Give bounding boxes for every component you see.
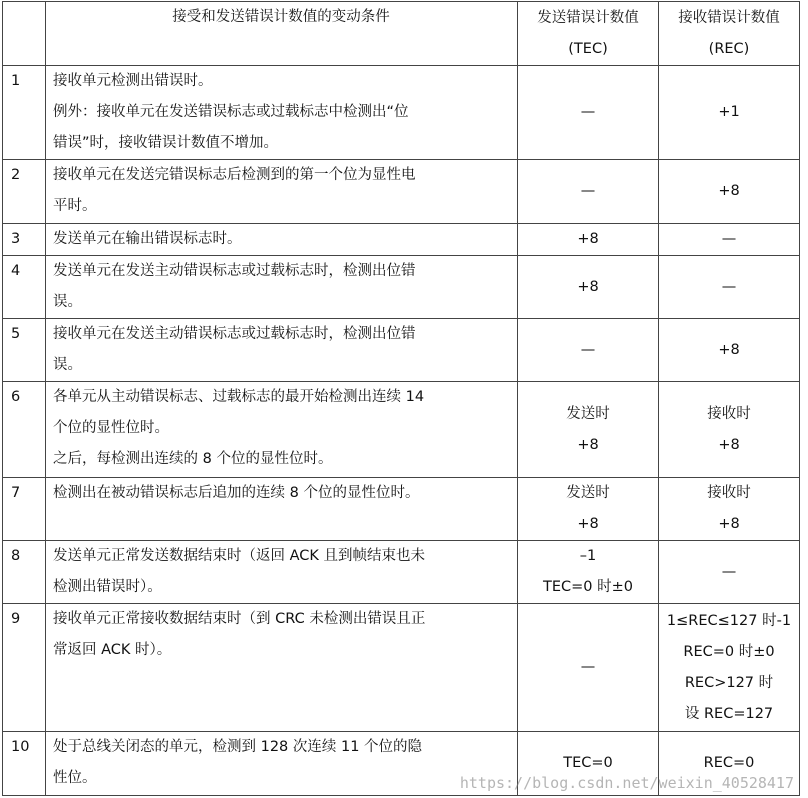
rec-value-line: REC>127 时 — [684, 674, 774, 691]
row-number-cell: 6 — [3, 382, 46, 478]
row-rec-cell — [659, 541, 800, 604]
table-row — [3, 541, 800, 604]
row-number-cell: 3 — [3, 224, 46, 256]
tec-value-line: — — [580, 341, 596, 358]
rec-value-line: REC=0 — [703, 755, 755, 771]
table-row — [3, 160, 800, 224]
rec-value-line: REC=0 时±0 — [683, 643, 775, 660]
condition-line: 检测出在被动错误标志后追加的连续 8 个位的显性位时。 — [53, 485, 420, 501]
table-row — [3, 256, 800, 319]
row-rec-cell — [659, 224, 800, 256]
row-number-cell: 10 — [3, 732, 46, 796]
rec-value-line: 1≤REC≤127 时-1 — [666, 612, 792, 629]
table-row — [3, 604, 800, 732]
tec-value-line: +8 — [577, 278, 599, 295]
rec-value-line: +8 — [718, 341, 740, 358]
condition-line: 各单元从主动错误标志、过载标志的最开始检测出连续 14 — [53, 389, 425, 405]
condition-line: 个位的显性位时。 — [53, 420, 169, 436]
row-tec-cell — [518, 160, 659, 224]
row-tec-cell — [518, 66, 659, 160]
table-row — [3, 319, 800, 382]
rec-value-line: — — [721, 278, 737, 295]
condition-line: 接收单元正常接收数据结束时（到 CRC 未检测出错误且正 — [53, 611, 426, 627]
table-row — [3, 478, 800, 541]
rec-value-line: +1 — [718, 104, 740, 120]
rec-value-line: 接收时 — [707, 485, 751, 501]
row-tec-cell — [518, 224, 659, 256]
row-tec-cell — [518, 382, 659, 478]
tec-value-line: — — [580, 104, 596, 120]
tec-value-line: –1 — [579, 548, 597, 564]
condition-line: 常返回 ACK 时）。 — [53, 642, 172, 658]
row-tec-cell — [518, 256, 659, 319]
row-condition-cell — [46, 160, 518, 224]
row-number-cell: 4 — [3, 256, 46, 319]
row-condition-cell — [46, 256, 518, 319]
condition-line: 发送单元在输出错误标志时。 — [53, 231, 242, 247]
header-number-cell — [3, 2, 46, 66]
row-rec-cell — [659, 478, 800, 541]
rec-value-line: +8 — [718, 516, 740, 532]
error-counter-table — [2, 1, 800, 796]
condition-line: 接收单元在发送完错误标志后检测到的第一个位为显性电 — [53, 167, 416, 183]
header-condition-text: 接受和发送错误计数值的变动条件 — [172, 9, 390, 25]
condition-line: 处于总线关闭态的单元，检测到 128 次连续 11 个位的隐 — [53, 739, 423, 755]
header-condition-cell — [46, 2, 518, 66]
row-number-cell: 1 — [3, 66, 46, 160]
rec-value-line: — — [721, 231, 737, 247]
header-rec-cell — [659, 2, 800, 66]
tec-value-line: — — [580, 183, 596, 199]
row-condition-cell — [46, 478, 518, 541]
rec-value-line: +8 — [718, 436, 740, 453]
condition-line: 例外：接收单元在发送错误标志或过载标志中检测出“位 — [53, 104, 409, 120]
tec-value-line: TEC=0 时±0 — [542, 579, 633, 595]
condition-line: 接收单元在发送主动错误标志或过载标志时，检测出位错 — [53, 326, 416, 342]
row-tec-cell — [518, 478, 659, 541]
header-rec-line: 接收错误计数值 — [678, 9, 780, 26]
condition-line: 误。 — [53, 357, 82, 373]
row-tec-cell — [518, 319, 659, 382]
row-condition-cell — [46, 732, 518, 796]
condition-line: 误。 — [53, 294, 82, 310]
row-rec-cell — [659, 604, 800, 732]
table-header-row — [3, 2, 800, 66]
rec-value-line: — — [721, 563, 737, 580]
condition-line: 发送单元正常发送数据结束时（返回 ACK 且到帧结束也未 — [53, 548, 426, 564]
header-rec-line: (REC) — [708, 40, 750, 57]
row-rec-cell — [659, 66, 800, 160]
row-rec-cell — [659, 382, 800, 478]
row-condition-cell — [46, 541, 518, 604]
row-rec-cell — [659, 256, 800, 319]
tec-value-line: +8 — [577, 436, 599, 453]
condition-line: 发送单元在发送主动错误标志或过载标志时，检测出位错 — [53, 263, 416, 279]
row-rec-cell — [659, 319, 800, 382]
row-number-cell: 9 — [3, 604, 46, 732]
row-condition-cell — [46, 319, 518, 382]
watermark-text: https://blog.csdn.net/weixin_40528417 — [459, 774, 794, 792]
tec-value-line: +8 — [577, 516, 599, 532]
tec-value-line: — — [580, 659, 596, 675]
row-condition-cell — [46, 382, 518, 478]
row-condition-cell — [46, 66, 518, 160]
row-number-cell: 5 — [3, 319, 46, 382]
header-tec-line: 发送错误计数值 — [537, 9, 639, 26]
tec-value-line: 发送时 — [566, 485, 610, 501]
table-row — [3, 224, 800, 256]
tec-value-line: TEC=0 — [563, 755, 613, 771]
row-number-cell: 2 — [3, 160, 46, 224]
rec-value-line: +8 — [718, 183, 740, 199]
condition-line: 之后，每检测出连续的 8 个位的显性位时。 — [53, 451, 333, 467]
condition-line: 错误”时，接收错误计数值不增加。 — [53, 135, 279, 151]
header-tec-cell — [518, 2, 659, 66]
table-row — [3, 382, 800, 478]
row-rec-cell — [659, 160, 800, 224]
row-condition-cell — [46, 604, 518, 732]
rec-value-line: 接收时 — [707, 405, 751, 422]
tec-value-line: +8 — [577, 231, 599, 247]
row-number-cell: 7 — [3, 478, 46, 541]
header-tec-line: (TEC) — [568, 40, 608, 57]
row-tec-cell — [518, 541, 659, 604]
condition-line: 检测出错误时）。 — [53, 579, 162, 595]
tec-value-line: 发送时 — [566, 405, 610, 422]
condition-line: 平时。 — [53, 198, 97, 214]
condition-line: 性位。 — [53, 770, 97, 786]
row-tec-cell — [518, 604, 659, 732]
table-row — [3, 66, 800, 160]
table-body — [3, 66, 800, 796]
row-condition-cell — [46, 224, 518, 256]
row-number-cell: 8 — [3, 541, 46, 604]
condition-line: 接收单元检测出错误时。 — [53, 73, 213, 89]
rec-value-line: 设 REC=127 — [684, 705, 774, 722]
